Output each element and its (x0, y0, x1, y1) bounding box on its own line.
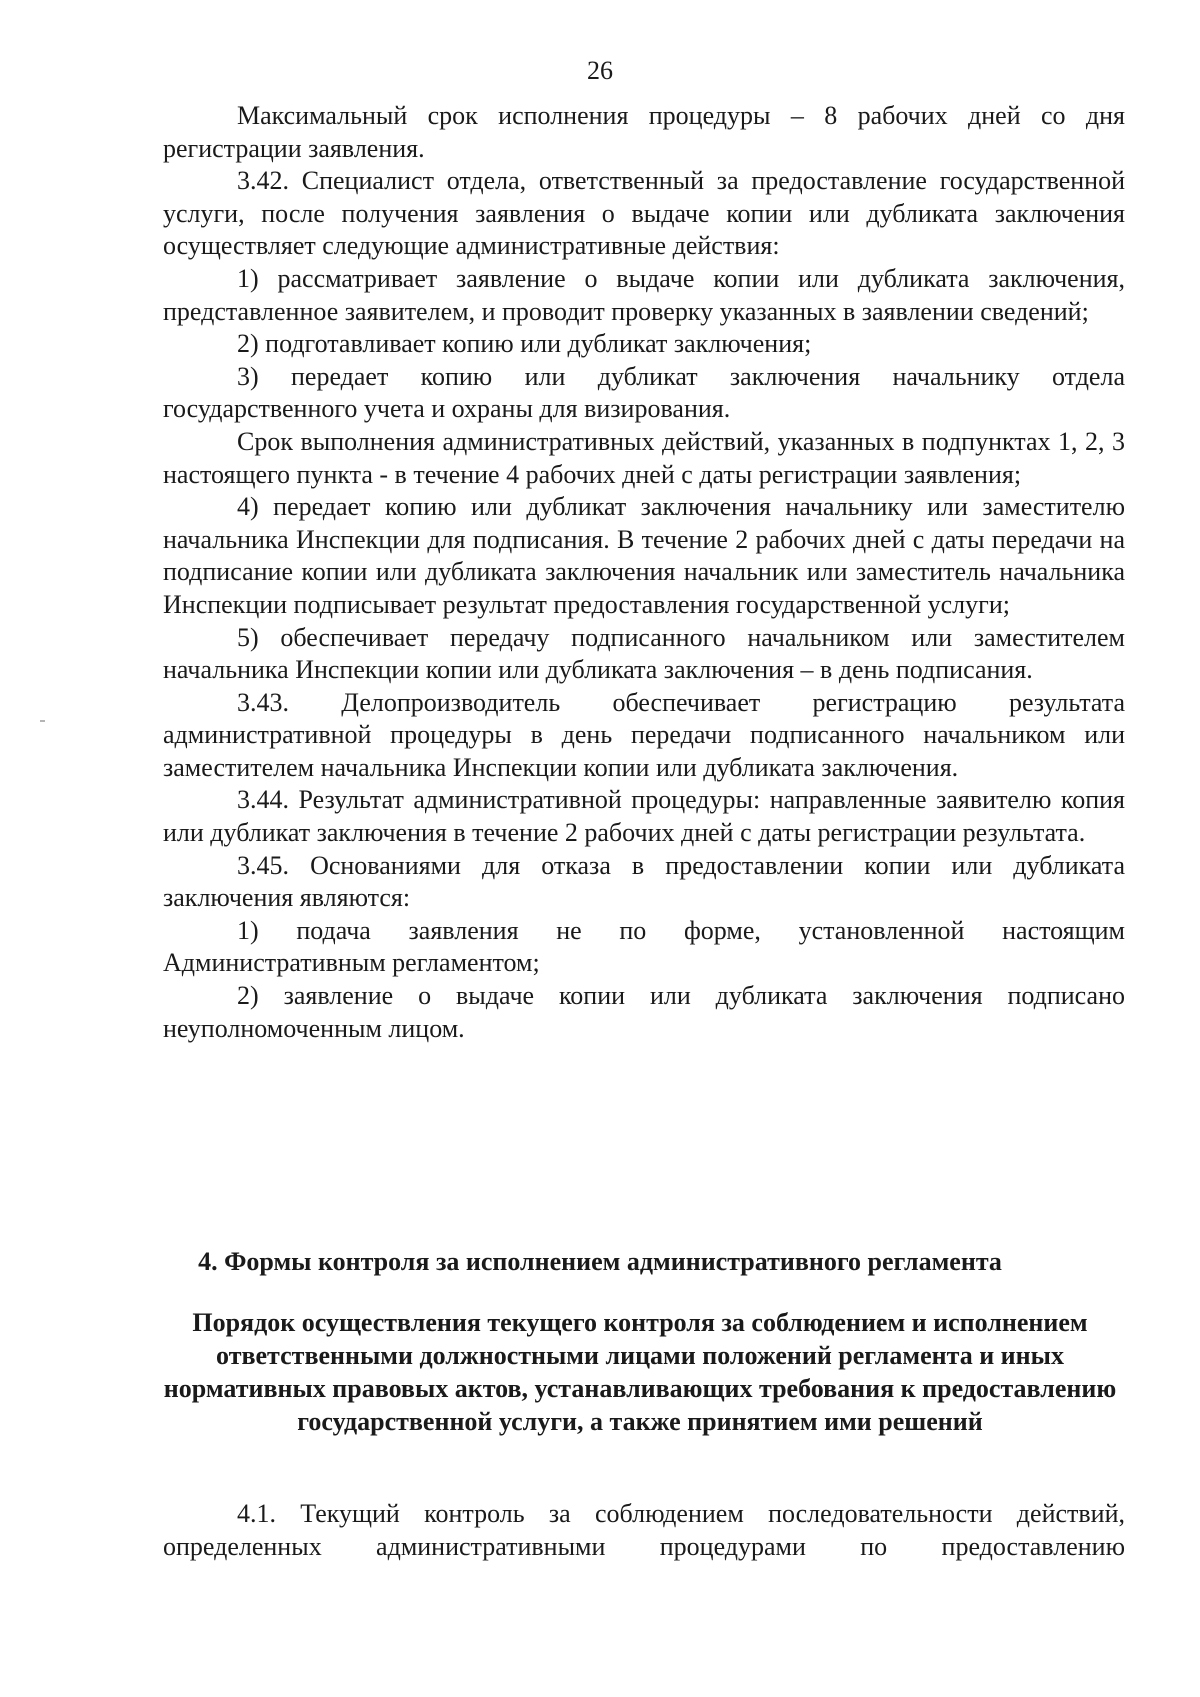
list-item-3-42-2: 2) подготавливает копию или дубликат заключения; (237, 329, 812, 359)
list-item-3-42-3: 3) передает копию или дубликат заключения начальнику отдела государственного учета и охраны для визирования. (163, 361, 1125, 424)
paragraph-4-1: 4.1. Текущий контроль за соблюдением последовательности действий, определенных административными процедурами по предоставлению (163, 1499, 1125, 1561)
list-item-3-45-2: 2) заявление о выдаче копии или дубликата заключения подписано неуполномоченным лицом. (163, 981, 1125, 1043)
scan-artifact (40, 720, 45, 722)
page-number: 26 (587, 56, 613, 85)
paragraph-max-term: Максимальный срок исполнения процедуры – 8 рабочих дней со дня регистрации заявления. (163, 101, 1125, 163)
document-body (163, 100, 1125, 1045)
list-item-3-42-4: 4) передает копию или дубликат заключения начальнику или заместителю начальника Инспекции для подписания. В течение 2 рабочих дней с даты передачи на подписание копии или дубликата заключения начальник или заместитель начальника Инспекции подписывает результат предоставления государственной услуги; (163, 492, 1125, 619)
list-item-3-45-1: 1) подача заявления не по форме, установленной настоящим Административным регламентом; (163, 915, 1125, 978)
paragraph-3-45: 3.45. Основаниями для отказа в предоставлении копии или дубликата заключения являются: (163, 850, 1125, 913)
list-item-3-42-5: 5) обеспечивает передачу подписанного начальником или заместителем начальника Инспекции копии или дубликата заключения – в день подписания. (163, 622, 1125, 685)
paragraph-3-42: 3.42. Специалист отдела, ответственный за предоставление государственной услуги, после получения заявления о выдаче копии или дубликата заключения осуществляет следующие административные действия: (163, 166, 1125, 261)
subsection-heading: Порядок осуществления текущего контроля за соблюдением и исполнением ответственными должностными лицами положений регламента и иных нормативных правовых актов, устанавливающих требования к предоставлению государственной услуги, а также принятием ими решений (163, 1308, 1117, 1436)
document-body-continued (163, 1498, 1125, 1563)
section-heading: 4. Формы контроля за исполнением административного регламента (198, 1247, 1002, 1276)
paragraph-action-term: Срок выполнения административных действий, указанных в подпунктах 1, 2, 3 настоящего пункта - в течение 4 рабочих дней с даты регистрации заявления; (163, 426, 1125, 489)
paragraph-3-43: 3.43. Делопроизводитель обеспечивает регистрацию результата административной процедуры в день передачи подписанного начальником или заместителем начальника Инспекции копии или дубликата заключения. (163, 687, 1125, 782)
list-item-3-42-1: 1) рассматривает заявление о выдаче копии или дубликата заключения, представленное заявителем, и проводит проверку указанных в заявлении сведений; (163, 263, 1125, 326)
paragraph-3-44: 3.44. Результат административной процедуры: направленные заявителю копия или дубликат заключения в течение 2 рабочих дней с даты регистрации результата. (163, 785, 1125, 848)
